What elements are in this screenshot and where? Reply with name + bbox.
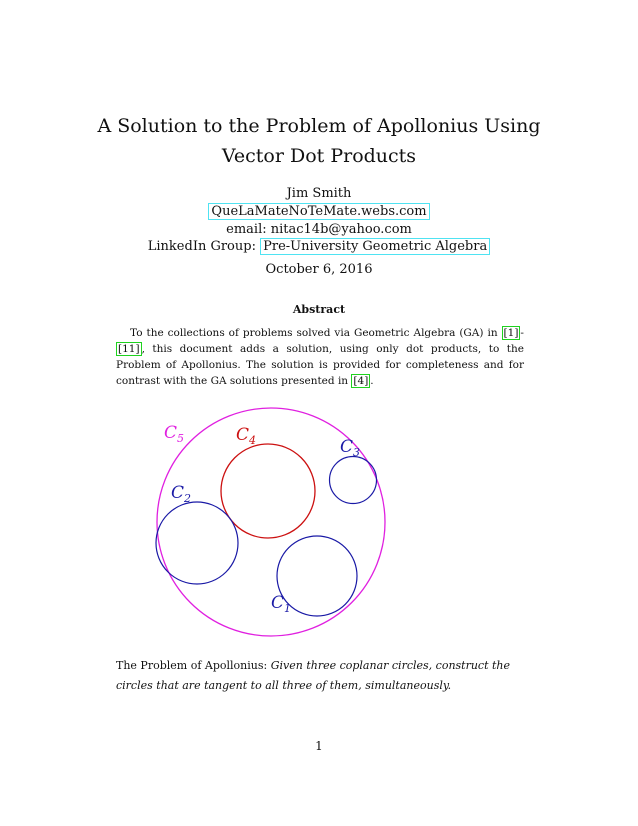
label-c2: $C_2$: [171, 483, 192, 505]
citation-link-11[interactable]: [11]: [118, 343, 140, 355]
figure-caption: [116, 656, 524, 696]
author-name: Jim Smith: [286, 186, 352, 201]
paper-date: October 6, 2016: [265, 262, 373, 277]
title-line-1: A Solution to the Problem of Apollonius Using: [97, 115, 541, 137]
circle-c3: [330, 457, 377, 504]
label-c1: $C_1$: [271, 593, 292, 615]
title-line-2: Vector Dot Products: [221, 145, 417, 167]
page-number: 1: [315, 739, 323, 753]
circle-c2: [156, 502, 238, 584]
label-c5: $C_5$: [164, 423, 185, 445]
citation-link-4[interactable]: [4]: [353, 375, 369, 387]
author-website-link[interactable]: QueLaMateNoTeMate.webs.com: [208, 203, 429, 220]
email-label: email:: [226, 222, 267, 237]
caption-lead: The Problem of Apollonius:: [116, 659, 268, 672]
caption-italic: Given three coplanar circles, construct the circles that are tangent to all three of them, simultaneously.: [116, 659, 511, 692]
abstract-text-2: , this document adds a solution, using only dot products, to the Problem of Apollonius. The solution is provided for completeness and for contrast with the GA solutions presented in: [116, 343, 524, 387]
author-email: nitac14b@yahoo.com: [270, 222, 412, 237]
label-c3: $C_3$: [340, 437, 361, 459]
label-c4: $C_4$: [236, 425, 257, 447]
linkedin-label: LinkedIn Group:: [147, 239, 256, 254]
abstract-text-end: .: [370, 375, 374, 387]
abstract-text-1: To the collections of problems solved via Geometric Algebra (GA) in: [130, 327, 498, 339]
circle-c4: [221, 444, 315, 538]
citation-link-1[interactable]: [1]: [503, 327, 519, 339]
abstract-heading: Abstract: [292, 303, 346, 316]
citation-dash: -: [520, 327, 524, 339]
linkedin-group-link[interactable]: Pre-University Geometric Algebra: [260, 238, 490, 255]
